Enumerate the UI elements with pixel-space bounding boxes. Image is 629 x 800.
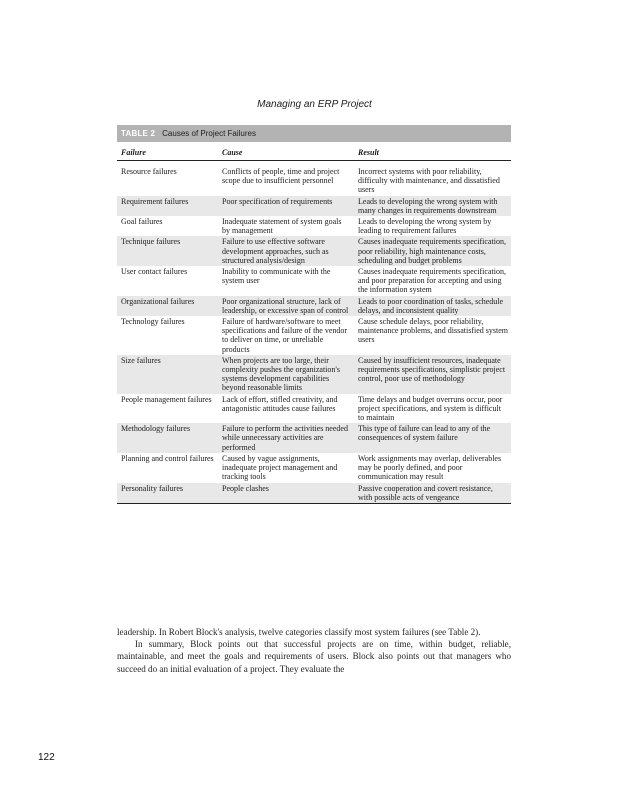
cause-cell: Poor specification of requirements: [218, 196, 354, 216]
table-title: Causes of Project Failures: [162, 129, 256, 138]
result-cell: Time delays and budget overruns occur, poor project specifications, and system is difficult to maintain: [358, 394, 503, 423]
cause-cell: Lack of effort, stifled creativity, and antagonistic attitudes cause failures: [222, 394, 338, 413]
table-row: [117, 161, 511, 196]
failure-cell: Resource failures: [121, 167, 177, 176]
header-result: Result: [354, 142, 511, 161]
result-cell: Caused by insufficient resources, inadequate requirements specifications, simplistic project control, poor use of methodology: [354, 355, 511, 394]
result-cell: Leads to developing the wrong system by leading to requirement failures: [358, 217, 492, 236]
result-cell: Incorrect systems with poor reliability, difficulty with maintenance, and dissatisfied users: [358, 167, 500, 195]
causes-table: [117, 125, 511, 504]
cause-cell: Inadequate statement of system goals by management: [222, 217, 342, 236]
table-row: [117, 296, 511, 316]
table-row: [117, 453, 511, 483]
table-row: [117, 355, 511, 394]
cause-cell: Conflicts of people, time and project scope due to insufficient personnel: [222, 167, 340, 186]
failure-cell: Requirement failures: [117, 196, 218, 216]
table-row: [117, 266, 511, 296]
failure-cell: People management failures: [121, 394, 212, 404]
table-row: [117, 316, 511, 355]
result-cell: Causes inadequate requirements specification, and poor preparation for accepting and using the information system: [358, 267, 506, 295]
cause-cell: Poor organizational structure, lack of leadership, or excessive span of control: [218, 296, 354, 316]
table-row: [117, 423, 511, 453]
header-failure: Failure: [117, 142, 218, 161]
result-cell: Work assignments may overlap, deliverables may be poorly defined, and poor communication may result: [358, 453, 502, 482]
failure-cell: Technology failures: [121, 317, 185, 327]
table-caption: [117, 125, 511, 142]
page-number: 122: [38, 752, 55, 763]
failure-cell: User contact failures: [121, 267, 188, 277]
cause-cell: When projects are too large, their complexity pushes the organization's systems development capabilities beyond reasonable limits: [218, 355, 354, 394]
failure-cell: Planning and control failures: [121, 453, 214, 463]
result-cell: Passive cooperation and covert resistance, with possible acts of vengeance: [354, 483, 511, 504]
header-cause: Cause: [218, 142, 354, 161]
header-row: [117, 142, 511, 161]
failure-cell: Organizational failures: [117, 296, 218, 316]
cause-cell: Failure to perform the activities needed while unnecessary activities are performed: [218, 423, 354, 453]
failure-cell: Size failures: [117, 355, 218, 394]
body-paragraph: leadership. In Robert Block's analysis, twelve categories classify most system failures (see Table 2).: [117, 627, 481, 637]
failure-cell: Personality failures: [117, 483, 218, 504]
table-row: [117, 236, 511, 266]
body-paragraph: In summary, Block points out that successful projects are on time, within budget, reliable, maintainable, and meet the goals and requirements of users. Block also points out that managers who succeed do an initial evaluation of a project. They evaluate the: [117, 639, 511, 674]
result-cell: Leads to developing the wrong system with many changes in requirements downstream: [354, 196, 511, 216]
table-label: TABLE 2: [121, 129, 156, 138]
table-row: [117, 216, 511, 236]
body-text: [117, 626, 511, 675]
failure-cell: Technique failures: [117, 236, 218, 266]
result-cell: Leads to poor coordination of tasks, schedule delays, and inconsistent quality: [354, 296, 511, 316]
failure-cell: Methodology failures: [117, 423, 218, 453]
running-head: Managing an ERP Project: [257, 99, 372, 110]
table-row: [117, 394, 511, 424]
result-cell: Causes inadequate requirements specification, poor reliability, high maintenance costs, scheduling and budget problems: [354, 236, 511, 266]
cause-cell: Caused by vague assignments, inadequate project management and tracking tools: [222, 453, 338, 482]
result-cell: Cause schedule delays, poor reliability, maintenance problems, and dissatisfied system users: [358, 317, 508, 345]
cause-cell: Failure to use effective software development approaches, such as structured analysis/design: [218, 236, 354, 266]
failure-cell: Goal failures: [121, 217, 163, 227]
table-row: [117, 196, 511, 216]
cause-cell: Inability to communicate with the system user: [222, 267, 331, 286]
table-grid: [117, 142, 511, 504]
cause-cell: People clashes: [218, 483, 354, 504]
cause-cell: Failure of hardware/software to meet specifications and failure of the vendor to deliver on time, or unreliable products: [222, 317, 348, 354]
table-row: [117, 483, 511, 504]
result-cell: This type of failure can lead to any of the consequences of system failure: [354, 423, 511, 453]
